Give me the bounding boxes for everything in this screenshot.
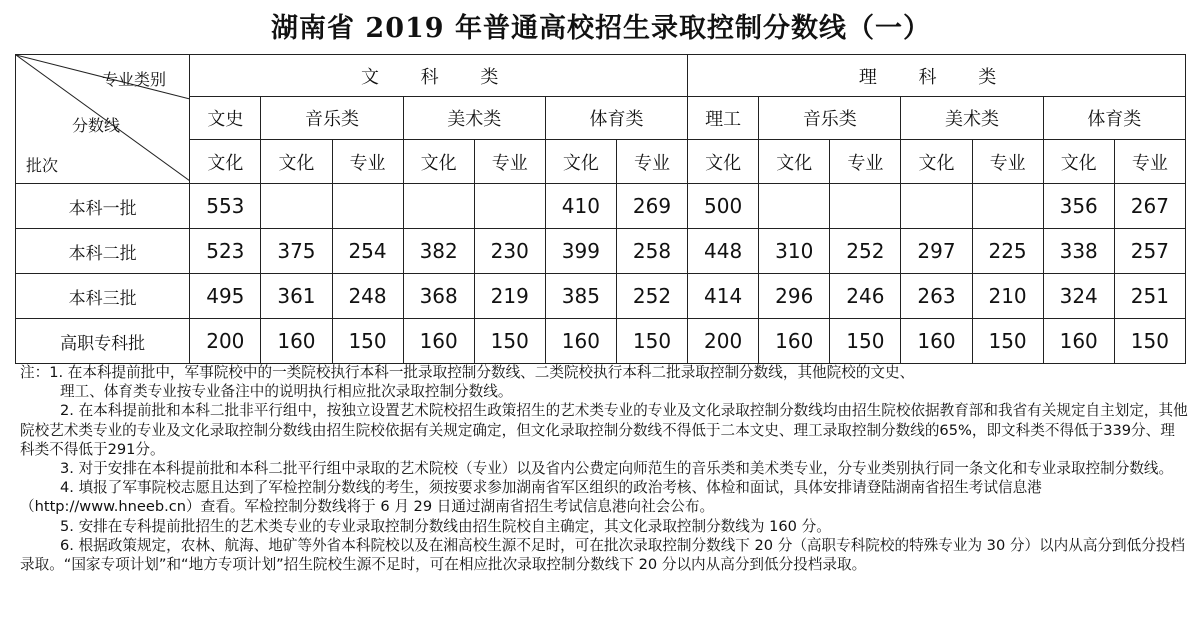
score-cell: 160 [261, 319, 332, 364]
score-cell: 375 [261, 229, 332, 274]
category-header: 音乐类 [261, 97, 403, 140]
score-cell: 160 [1043, 319, 1114, 364]
note-4: 4. 填报了军事院校志愿且达到了军检控制分数线的考生，须按要求参加湖南省军区组织的政治考核、体检和面试，具体安排请登陆湖南省招生考试信息港（http://www.hneeb.cn）查看。军检控制分数线将于 6 月 29 日通过湖南省招生考试信息港向社会公布。 [20, 479, 1042, 516]
batch-label: 高职专科批 [16, 319, 190, 364]
score-cell: 230 [474, 229, 545, 274]
group-header-wen: 文 科 类 [190, 55, 688, 97]
notes-section [20, 363, 1188, 574]
score-cell: 160 [545, 319, 616, 364]
score-table [15, 54, 1186, 364]
subheader-cell: 文化 [261, 140, 332, 184]
score-cell: 251 [1114, 274, 1185, 319]
score-cell: 225 [972, 229, 1043, 274]
subheader-cell: 专业 [474, 140, 545, 184]
score-cell: 523 [190, 229, 261, 274]
score-cell: 258 [616, 229, 687, 274]
score-cell: 219 [474, 274, 545, 319]
group-header-li: 理 科 类 [688, 55, 1186, 97]
score-cell: 150 [830, 319, 901, 364]
score-cell: 210 [972, 274, 1043, 319]
category-header: 理工 [688, 97, 759, 140]
score-cell [830, 184, 901, 229]
note-1a: 注：1. 在本科提前批中，军事院校中的一类院校执行本科一批录取控制分数线、二类院校执行本科二批录取控制分数线，其他院校的文史、 [20, 364, 915, 381]
score-cell: 254 [332, 229, 403, 274]
note-2: 2. 在本科提前批和本科二批非平行组中，按独立设置艺术院校招生政策招生的艺术类专业的专业及文化录取控制分数线均由招生院校依据教育部和我省有关规定自主划定，其他院校艺术类专业的专业及文化录取控制分数线由招生院校依据有关规定确定，但文化录取控制分数线不得低于二本文史、理工录取控制分数线的65%，即文科类不得低于339分、理科类不得低于291分。 [20, 402, 1188, 458]
batch-label: 本科二批 [16, 229, 190, 274]
score-cell: 414 [688, 274, 759, 319]
score-cell: 160 [901, 319, 972, 364]
score-cell: 263 [901, 274, 972, 319]
category-header: 体育类 [1043, 97, 1185, 140]
score-cell: 248 [332, 274, 403, 319]
score-cell: 500 [688, 184, 759, 229]
score-cell: 448 [688, 229, 759, 274]
score-cell: 385 [545, 274, 616, 319]
note-6: 6. 根据政策规定，农林、航海、地矿等外省本科院校以及在湘高校生源不足时，可在批次录取控制分数线下 20 分（高职专科院校的特殊专业为 30 分）以内从高分到低分投档录取。“国家专项计划”和“地方专项计划”招生院校生源不足时，可在相应批次录取控制分数线下 20 分以内从高分到低分投档录取。 [20, 536, 1186, 574]
page-title: 湖南省 2019 年普通高校招生录取控制分数线（一） [271, 13, 931, 44]
subheader-cell: 文化 [1043, 140, 1114, 184]
score-cell [332, 184, 403, 229]
score-cell: 150 [616, 319, 687, 364]
category-header: 美术类 [901, 97, 1043, 140]
score-cell: 382 [403, 229, 474, 274]
table-row [16, 274, 1186, 319]
subheader-cell: 专业 [972, 140, 1043, 184]
score-cell: 269 [616, 184, 687, 229]
score-cell: 495 [190, 274, 261, 319]
note-3: 3. 对于安排在本科提前批和本科二批平行组中录取的艺术院校（专业）以及省内公费定向师范生的音乐类和美术类专业，分专业类别执行同一条文化和专业录取控制分数线。 [60, 460, 1174, 478]
score-cell: 356 [1043, 184, 1114, 229]
table-corner-cell [16, 55, 190, 184]
score-cell: 368 [403, 274, 474, 319]
category-header: 音乐类 [759, 97, 901, 140]
note-1b: 理工、体育类专业按专业备注中的说明执行相应批次录取控制分数线。 [60, 383, 513, 401]
score-cell [972, 184, 1043, 229]
score-cell: 200 [190, 319, 261, 364]
note-5: 5. 安排在专科提前批招生的艺术类专业的专业录取控制分数线由招生院校自主确定，其文化录取控制分数线为 160 分。 [60, 517, 831, 535]
score-cell: 324 [1043, 274, 1114, 319]
batch-label: 本科一批 [16, 184, 190, 229]
score-cell: 361 [261, 274, 332, 319]
score-cell: 246 [830, 274, 901, 319]
score-cell: 399 [545, 229, 616, 274]
subheader-cell: 专业 [1114, 140, 1185, 184]
score-cell: 150 [474, 319, 545, 364]
corner-label-batch: 批次 [26, 156, 59, 175]
category-header: 文史 [190, 97, 261, 140]
score-cell: 296 [759, 274, 830, 319]
score-cell: 410 [545, 184, 616, 229]
score-cell: 553 [190, 184, 261, 229]
subheader-cell: 专业 [830, 140, 901, 184]
score-cell: 200 [688, 319, 759, 364]
score-cell: 160 [759, 319, 830, 364]
subheader-cell: 文化 [759, 140, 830, 184]
table-row [16, 184, 1186, 229]
score-cell: 252 [830, 229, 901, 274]
score-cell: 257 [1114, 229, 1185, 274]
subheader-cell: 文化 [688, 140, 759, 184]
score-cell: 310 [759, 229, 830, 274]
subheader-cell: 文化 [403, 140, 474, 184]
score-cell [403, 184, 474, 229]
category-header: 美术类 [403, 97, 545, 140]
corner-label-score: 分数线 [72, 116, 121, 135]
subheader-cell: 专业 [616, 140, 687, 184]
score-cell [759, 184, 830, 229]
table-row [16, 319, 1186, 364]
score-cell: 150 [1114, 319, 1185, 364]
subheader-cell: 文化 [545, 140, 616, 184]
score-cell: 297 [901, 229, 972, 274]
score-cell: 252 [616, 274, 687, 319]
category-header: 体育类 [545, 97, 687, 140]
score-cell [901, 184, 972, 229]
subheader-cell: 专业 [332, 140, 403, 184]
subheader-cell: 文化 [901, 140, 972, 184]
table-row [16, 229, 1186, 274]
batch-label: 本科三批 [16, 274, 190, 319]
score-cell: 150 [332, 319, 403, 364]
score-cell: 150 [972, 319, 1043, 364]
score-cell: 160 [403, 319, 474, 364]
score-cell: 267 [1114, 184, 1185, 229]
corner-label-category: 专业类别 [102, 70, 167, 89]
subheader-cell: 文化 [190, 140, 261, 184]
score-cell [474, 184, 545, 229]
score-cell [261, 184, 332, 229]
score-cell: 338 [1043, 229, 1114, 274]
